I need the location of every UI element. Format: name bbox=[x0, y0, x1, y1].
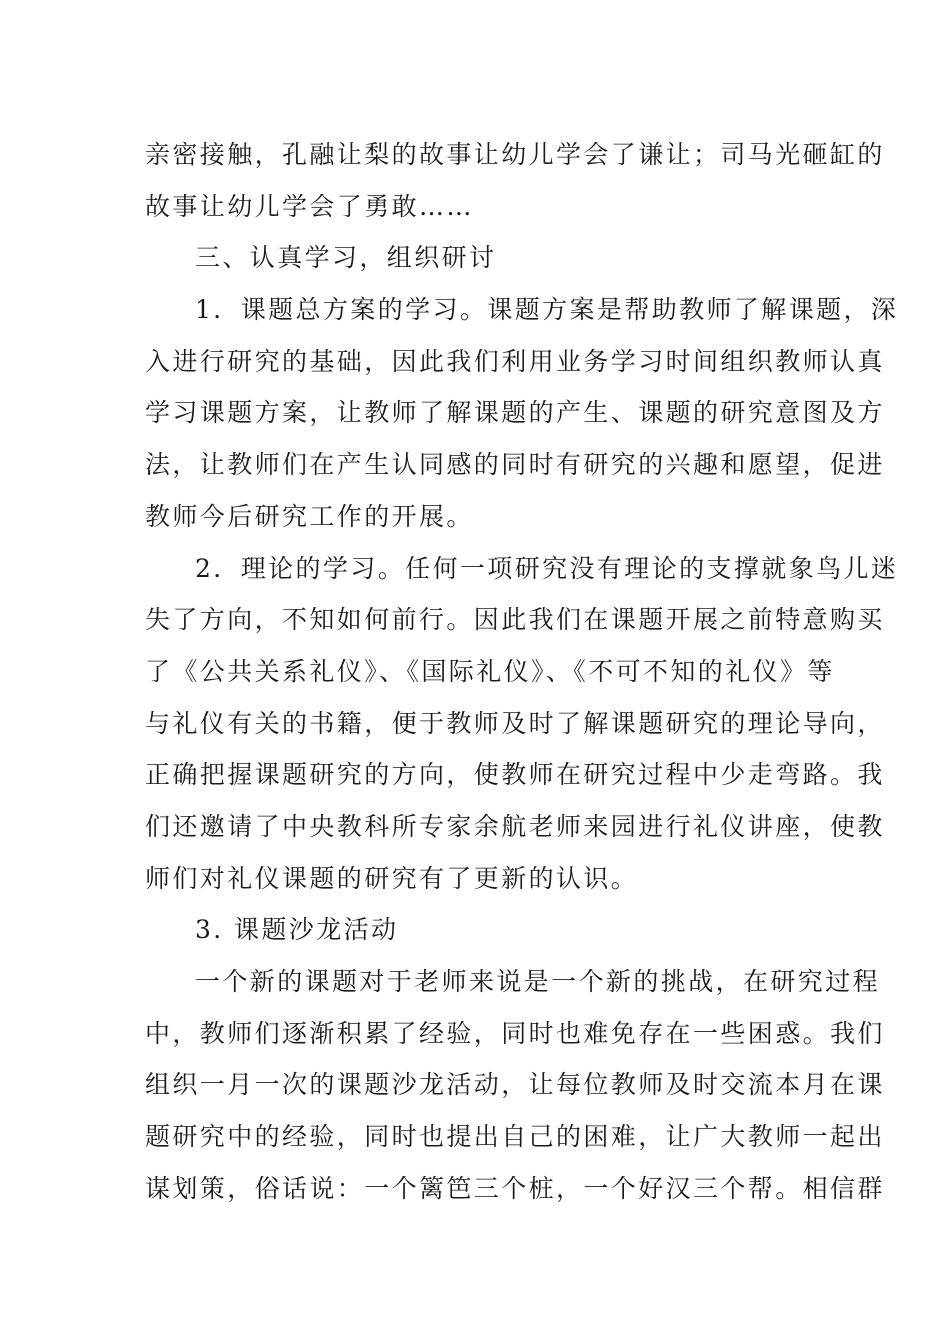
text-line: 组织一月一次的课题沙龙活动，让每位教师及时交流本月在课 bbox=[145, 1070, 885, 1100]
text-line: 失了方向，不知如何前行。因此我们在课题开展之前特意购买 bbox=[145, 605, 885, 635]
text-line: 教师今后研究工作的开展。 bbox=[145, 501, 474, 531]
text-line: 一个新的课题对于老师来说是一个新的挑战，在研究过程 bbox=[195, 967, 881, 996]
text-line: 与礼仪有关的书籍，便于教师及时了解课题研究的理论导向， bbox=[145, 708, 885, 738]
text-line: 亲密接触，孔融让梨的故事让幼儿学会了谦让；司马光砸缸的 bbox=[145, 140, 885, 169]
text-line: 谋划策，俗话说：一个篱笆三个桩，一个好汉三个帮。相信群 bbox=[145, 1173, 885, 1203]
text-line: 题研究中的经验，同时也提出自己的困难，让广大教师一起出 bbox=[145, 1122, 885, 1152]
text-line: 中，教师们逐渐积累了经验，同时也难免存在一些困惑。我们 bbox=[145, 1018, 885, 1048]
text-line: 学习课题方案，让教师了解课题的产生、课题的研究意图及方 bbox=[145, 398, 885, 428]
body-text bbox=[145, 129, 899, 1214]
section-heading: 三、认真学习，组织研讨 bbox=[195, 243, 497, 273]
text-line: 1．课题总方案的学习。课题方案是帮助教师了解课题，深 bbox=[195, 295, 899, 325]
text-line: 们还邀请了中央教科所专家余航老师来园进行礼仪讲座，使教 bbox=[145, 811, 885, 841]
text-line: 2．理论的学习。任何一项研究没有理论的支撑就象鸟儿迷 bbox=[195, 553, 899, 583]
text-line: 师们对礼仪课题的研究有了更新的认识。 bbox=[145, 863, 639, 893]
text-line: 入进行研究的基础，因此我们利用业务学习时间组织教师认真 bbox=[145, 346, 885, 376]
text-line: 故事让幼儿学会了勇敢…… bbox=[145, 191, 474, 221]
text-line: 了《公共关系礼仪》、《国际礼仪》、《不可不知的礼仪》等 bbox=[145, 656, 835, 686]
subsection-heading: 3. 课题沙龙活动 bbox=[195, 915, 399, 945]
text-line: 法，让教师们在产生认同感的同时有研究的兴趣和愿望，促进 bbox=[145, 450, 885, 480]
text-line: 正确把握课题研究的方向，使教师在研究过程中少走弯路。我 bbox=[145, 760, 885, 790]
